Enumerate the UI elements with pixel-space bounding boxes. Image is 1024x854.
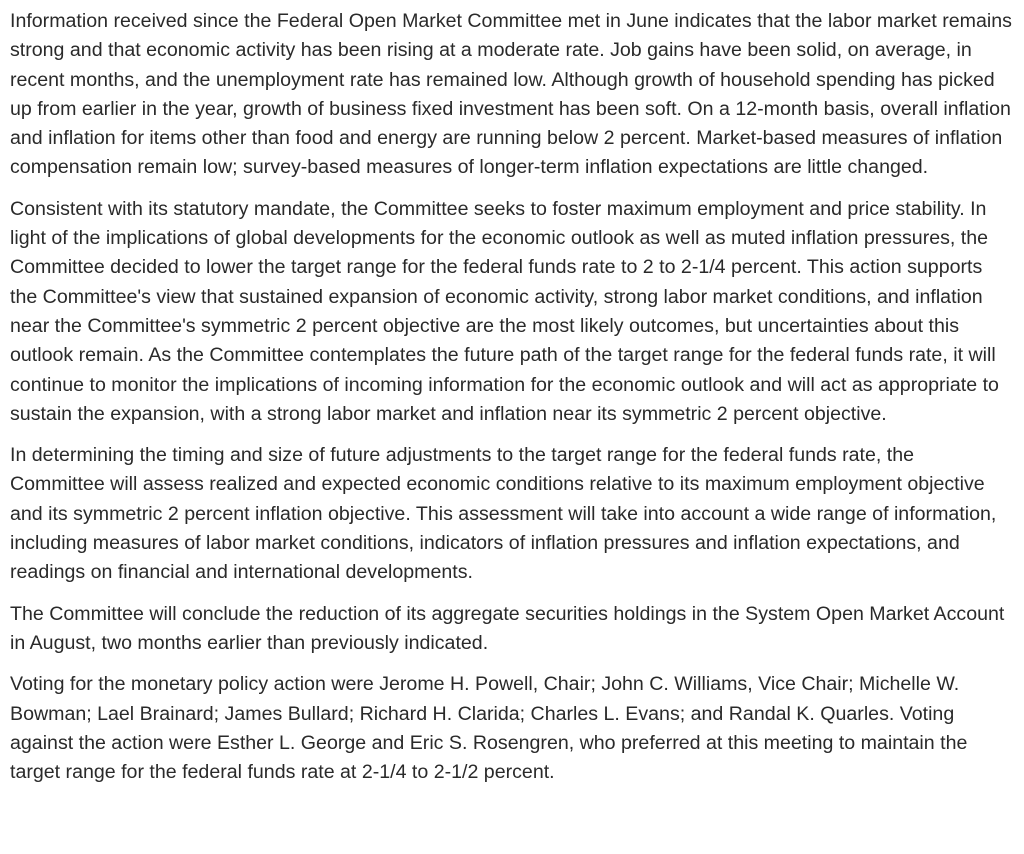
paragraph-securities-holdings: The Committee will conclude the reduction of its aggregate securities holdings in the System Open Market Account in August, two months earlier than previously indicated.: [10, 602, 1005, 654]
paragraph-future-adjustments: In determining the timing and size of future adjustments to the target range for the federal funds rate, the Committee will assess realized and expected economic conditions relative to its maximum employment objective and its symmetric 2 percent inflation objective. This assessment will take into account a wide range of information, including measures of labor market conditions, indicators of inflation pressures and inflation expectations, and readings on financial and international developments.: [10, 444, 997, 584]
paragraph-voting: Voting for the monetary policy action were Jerome H. Powell, Chair; John C. Williams, Vice Chair; Michelle W. Bowman; Lael Brainard; James Bullard; Richard H. Clarida; Charles L. Evans; and Randal K. Quarles. Voting against the action were Esther L. George and Eric S. Rosengren, who preferred at this meeting to maintain the target range for the federal funds rate at 2-1/4 to 2-1/2 percent.: [10, 673, 968, 784]
paragraph-policy-decision: Consistent with its statutory mandate, the Committee seeks to foster maximum employment and price stability. In light of the implications of global developments for the economic outlook as well as muted inflation pressures, the Committee decided to lower the target range for the federal funds rate to 2 to 2-1/4 percent. This action supports the Committee's view that sustained expansion of economic activity, strong labor market conditions, and inflation near the Committee's symmetric 2 percent objective are the most likely outcomes, but uncertainties about this outlook remain. As the Committee contemplates the future path of the target range for the federal funds rate, it will continue to monitor the implications of incoming information for the economic outlook and will act as appropriate to sustain the expansion, with a strong labor market and inflation near its symmetric 2 percent objective.: [10, 197, 999, 425]
paragraph-economic-conditions: Information received since the Federal Open Market Committee met in June indicates that the labor market remains strong and that economic activity has been rising at a moderate rate. Job gains have been solid, on average, in recent months, and the unemployment rate has remained low. Although growth of household spending has picked up from earlier in the year, growth of business fixed investment has been soft. On a 12-month basis, overall inflation and inflation for items other than food and energy are running below 2 percent. Market-based measures of inflation compensation remain low; survey-based measures of longer-term inflation expectations are little changed.: [10, 10, 1012, 179]
